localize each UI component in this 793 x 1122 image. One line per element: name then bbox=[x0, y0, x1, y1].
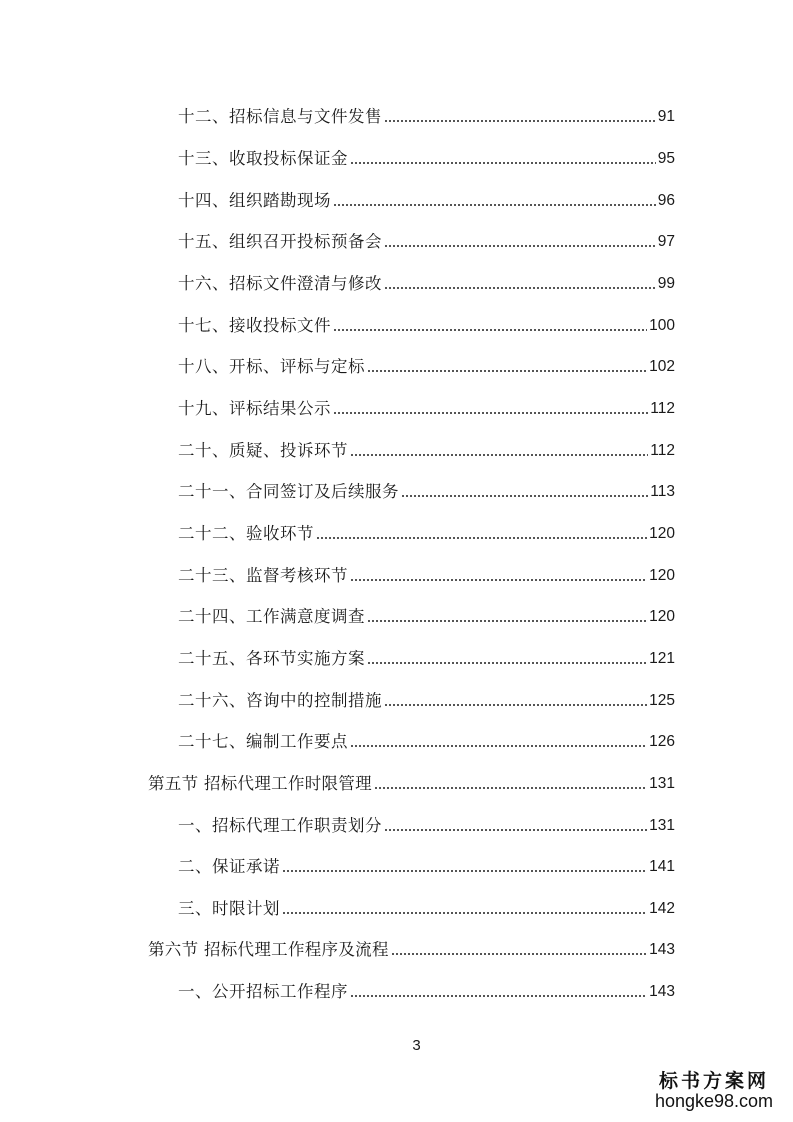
toc-entry-page: 97 bbox=[657, 233, 675, 250]
toc-entry[interactable] bbox=[178, 480, 675, 504]
toc-entry-page: 141 bbox=[649, 858, 675, 875]
toc-entry[interactable] bbox=[178, 522, 675, 546]
toc-entry-title: 十三、收取投标保证金 bbox=[178, 149, 348, 168]
toc-entry[interactable] bbox=[178, 689, 675, 713]
dot-leader bbox=[333, 329, 647, 331]
dot-leader bbox=[316, 537, 647, 539]
toc-entry[interactable] bbox=[178, 564, 675, 588]
toc-entry[interactable] bbox=[178, 439, 675, 463]
toc-entry-title: 二十五、各环节实施方案 bbox=[178, 649, 365, 668]
dot-leader bbox=[350, 995, 647, 997]
toc-entry-page: 99 bbox=[657, 275, 675, 292]
dot-leader bbox=[333, 204, 656, 206]
toc-entry-title: 二十七、编制工作要点 bbox=[178, 732, 348, 751]
toc-entry-page: 100 bbox=[649, 317, 675, 334]
toc-entry-title: 十五、组织召开投标预备会 bbox=[178, 232, 382, 251]
toc-entry-page: 143 bbox=[649, 941, 675, 958]
toc-entry[interactable] bbox=[178, 230, 675, 254]
toc-entry-title: 三、时限计划 bbox=[178, 899, 280, 918]
toc-entry-title: 二十一、合同签订及后续服务 bbox=[178, 482, 399, 501]
toc-entry[interactable] bbox=[178, 105, 675, 129]
watermark-logo bbox=[649, 1066, 779, 1112]
page-number: 3 bbox=[412, 1037, 421, 1054]
toc-entry[interactable] bbox=[178, 814, 675, 838]
toc-entry[interactable] bbox=[178, 855, 675, 879]
toc-entry-title: 二、保证承诺 bbox=[178, 857, 280, 876]
toc-entry-page: 102 bbox=[649, 358, 675, 375]
toc-entry-title: 一、招标代理工作职责划分 bbox=[178, 816, 382, 835]
toc-entry-title: 第五节 招标代理工作时限管理 bbox=[148, 774, 372, 793]
toc-entry-page: 131 bbox=[649, 817, 675, 834]
dot-leader bbox=[384, 120, 656, 122]
toc-entry-title: 十八、开标、评标与定标 bbox=[178, 357, 365, 376]
toc-section-entry[interactable] bbox=[148, 938, 675, 962]
toc-entry-page: 113 bbox=[650, 483, 675, 500]
toc-entry-page: 95 bbox=[657, 150, 675, 167]
toc-entry-title: 十六、招标文件澄清与修改 bbox=[178, 274, 382, 293]
toc-entry-page: 91 bbox=[657, 108, 675, 125]
toc-entry-page: 120 bbox=[649, 567, 675, 584]
toc-entry[interactable] bbox=[178, 189, 675, 213]
dot-leader bbox=[282, 870, 647, 872]
toc-entry-page: 112 bbox=[650, 400, 675, 417]
dot-leader bbox=[350, 745, 647, 747]
watermark-url: hongke98.com bbox=[654, 1091, 774, 1111]
dot-leader bbox=[367, 662, 647, 664]
dot-leader bbox=[333, 412, 648, 414]
toc-entry[interactable] bbox=[178, 730, 675, 754]
toc-entry-page: 120 bbox=[649, 608, 675, 625]
dot-leader bbox=[384, 704, 647, 706]
dot-leader bbox=[384, 245, 656, 247]
toc-entry-title: 十九、评标结果公示 bbox=[178, 399, 331, 418]
dot-leader bbox=[350, 454, 648, 456]
dot-leader bbox=[374, 787, 647, 789]
dot-leader bbox=[384, 829, 647, 831]
toc-entry-page: 112 bbox=[650, 442, 675, 459]
watermark-text: 标书方案网 bbox=[658, 1070, 769, 1092]
dot-leader bbox=[350, 579, 647, 581]
toc-section-entry[interactable] bbox=[148, 772, 675, 796]
toc-entry[interactable] bbox=[178, 397, 675, 421]
dot-leader bbox=[282, 912, 647, 914]
toc-entry-title: 第六节 招标代理工作程序及流程 bbox=[148, 940, 389, 959]
dot-leader bbox=[367, 370, 647, 372]
toc-entry-page: 142 bbox=[649, 900, 675, 917]
toc-entry-page: 96 bbox=[657, 192, 675, 209]
toc-entry[interactable] bbox=[178, 647, 675, 671]
toc-entry-page: 125 bbox=[649, 692, 675, 709]
toc-entry-title: 十七、接收投标文件 bbox=[178, 316, 331, 335]
toc-entry-page: 131 bbox=[649, 775, 675, 792]
toc-entry-page: 121 bbox=[649, 650, 675, 667]
toc-entry-title: 二十二、验收环节 bbox=[178, 524, 314, 543]
dot-leader bbox=[350, 162, 656, 164]
toc-entry-title: 二十、质疑、投诉环节 bbox=[178, 441, 348, 460]
toc-entry[interactable] bbox=[178, 355, 675, 379]
toc-entry[interactable] bbox=[178, 272, 675, 296]
toc-entry-title: 十四、组织踏勘现场 bbox=[178, 191, 331, 210]
toc-entry[interactable] bbox=[178, 980, 675, 1004]
dot-leader bbox=[367, 620, 647, 622]
toc-entry-page: 126 bbox=[649, 733, 675, 750]
toc-entry-title: 二十三、监督考核环节 bbox=[178, 566, 348, 585]
dot-leader bbox=[401, 495, 648, 497]
toc-entry[interactable] bbox=[178, 605, 675, 629]
toc-entry-page: 120 bbox=[649, 525, 675, 542]
toc-entry-title: 十二、招标信息与文件发售 bbox=[178, 107, 382, 126]
toc-entry[interactable] bbox=[178, 314, 675, 338]
dot-leader bbox=[391, 953, 647, 955]
toc-entry-title: 二十四、工作满意度调查 bbox=[178, 607, 365, 626]
toc-entry-title: 一、公开招标工作程序 bbox=[178, 982, 348, 1001]
toc-entry[interactable] bbox=[178, 147, 675, 171]
toc-entry-page: 143 bbox=[649, 983, 675, 1000]
toc-entry[interactable] bbox=[178, 897, 675, 921]
dot-leader bbox=[384, 287, 656, 289]
toc-entry-title: 二十六、咨询中的控制措施 bbox=[178, 691, 382, 710]
